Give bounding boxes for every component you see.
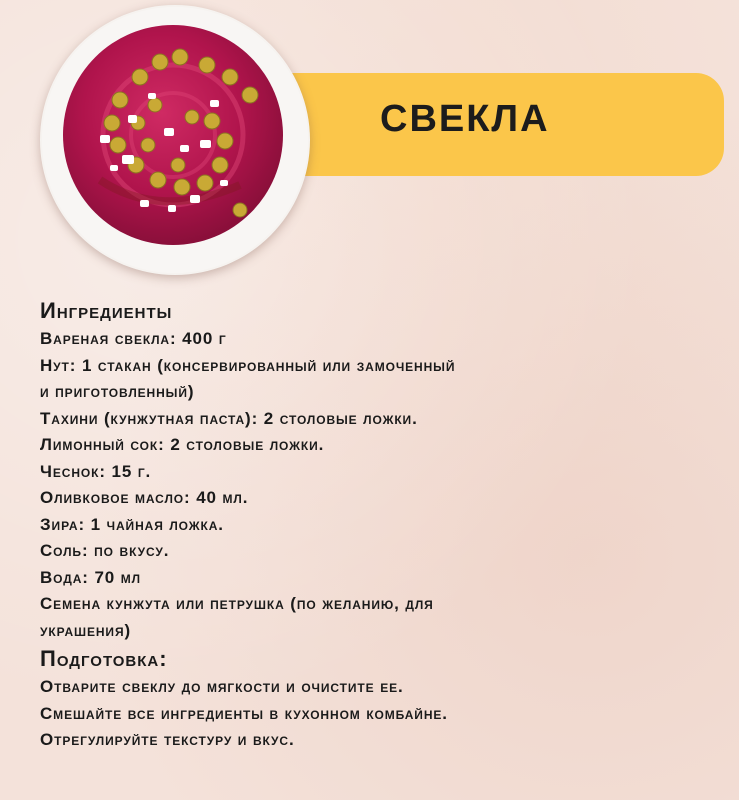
preparation-step: Отварите свеклу до мягкости и очистите ее. (40, 677, 404, 696)
recipe-title: СВЕКЛА (380, 98, 550, 140)
ingredient-line: украшения) (40, 620, 132, 640)
ingredients-list (40, 326, 730, 644)
recipe-content (40, 298, 730, 754)
hummus-bowl-illustration (40, 5, 310, 275)
ingredient-line: Вода: 70 мл (40, 567, 142, 587)
ingredient-line: Зира: 1 чайная ложка. (40, 514, 224, 534)
preparation-step: Смешайте все ингредиенты в кухонном комбайне. (40, 703, 448, 723)
ingredient-line: Лимонный сок: 2 столовые ложки. (40, 435, 325, 454)
ingredient-line: и приготовленный) (40, 382, 195, 401)
ingredient-line: Семена кунжута или петрушка (по желанию, для (40, 594, 434, 613)
ingredient-line: Тахини (кунжутная паста): 2 столовые ложки. (40, 408, 418, 428)
ingredient-line: Чеснок: 15 г. (40, 461, 152, 481)
beet-hummus-photo (40, 5, 310, 275)
preparation-heading: Подготовка: (40, 646, 168, 671)
preparation-steps (40, 674, 730, 754)
ingredient-line: Соль: по вкусу. (40, 541, 170, 560)
ingredients-heading: Ингредиенты (40, 298, 173, 323)
ingredient-line: Вареная свекла: 400 г (40, 329, 227, 348)
ingredient-line: Оливковое масло: 40 мл. (40, 488, 249, 507)
preparation-step: Отрегулируйте текстуру и вкус. (40, 730, 295, 749)
ingredient-line: Нут: 1 стакан (консервированный или замоченный (40, 355, 456, 375)
